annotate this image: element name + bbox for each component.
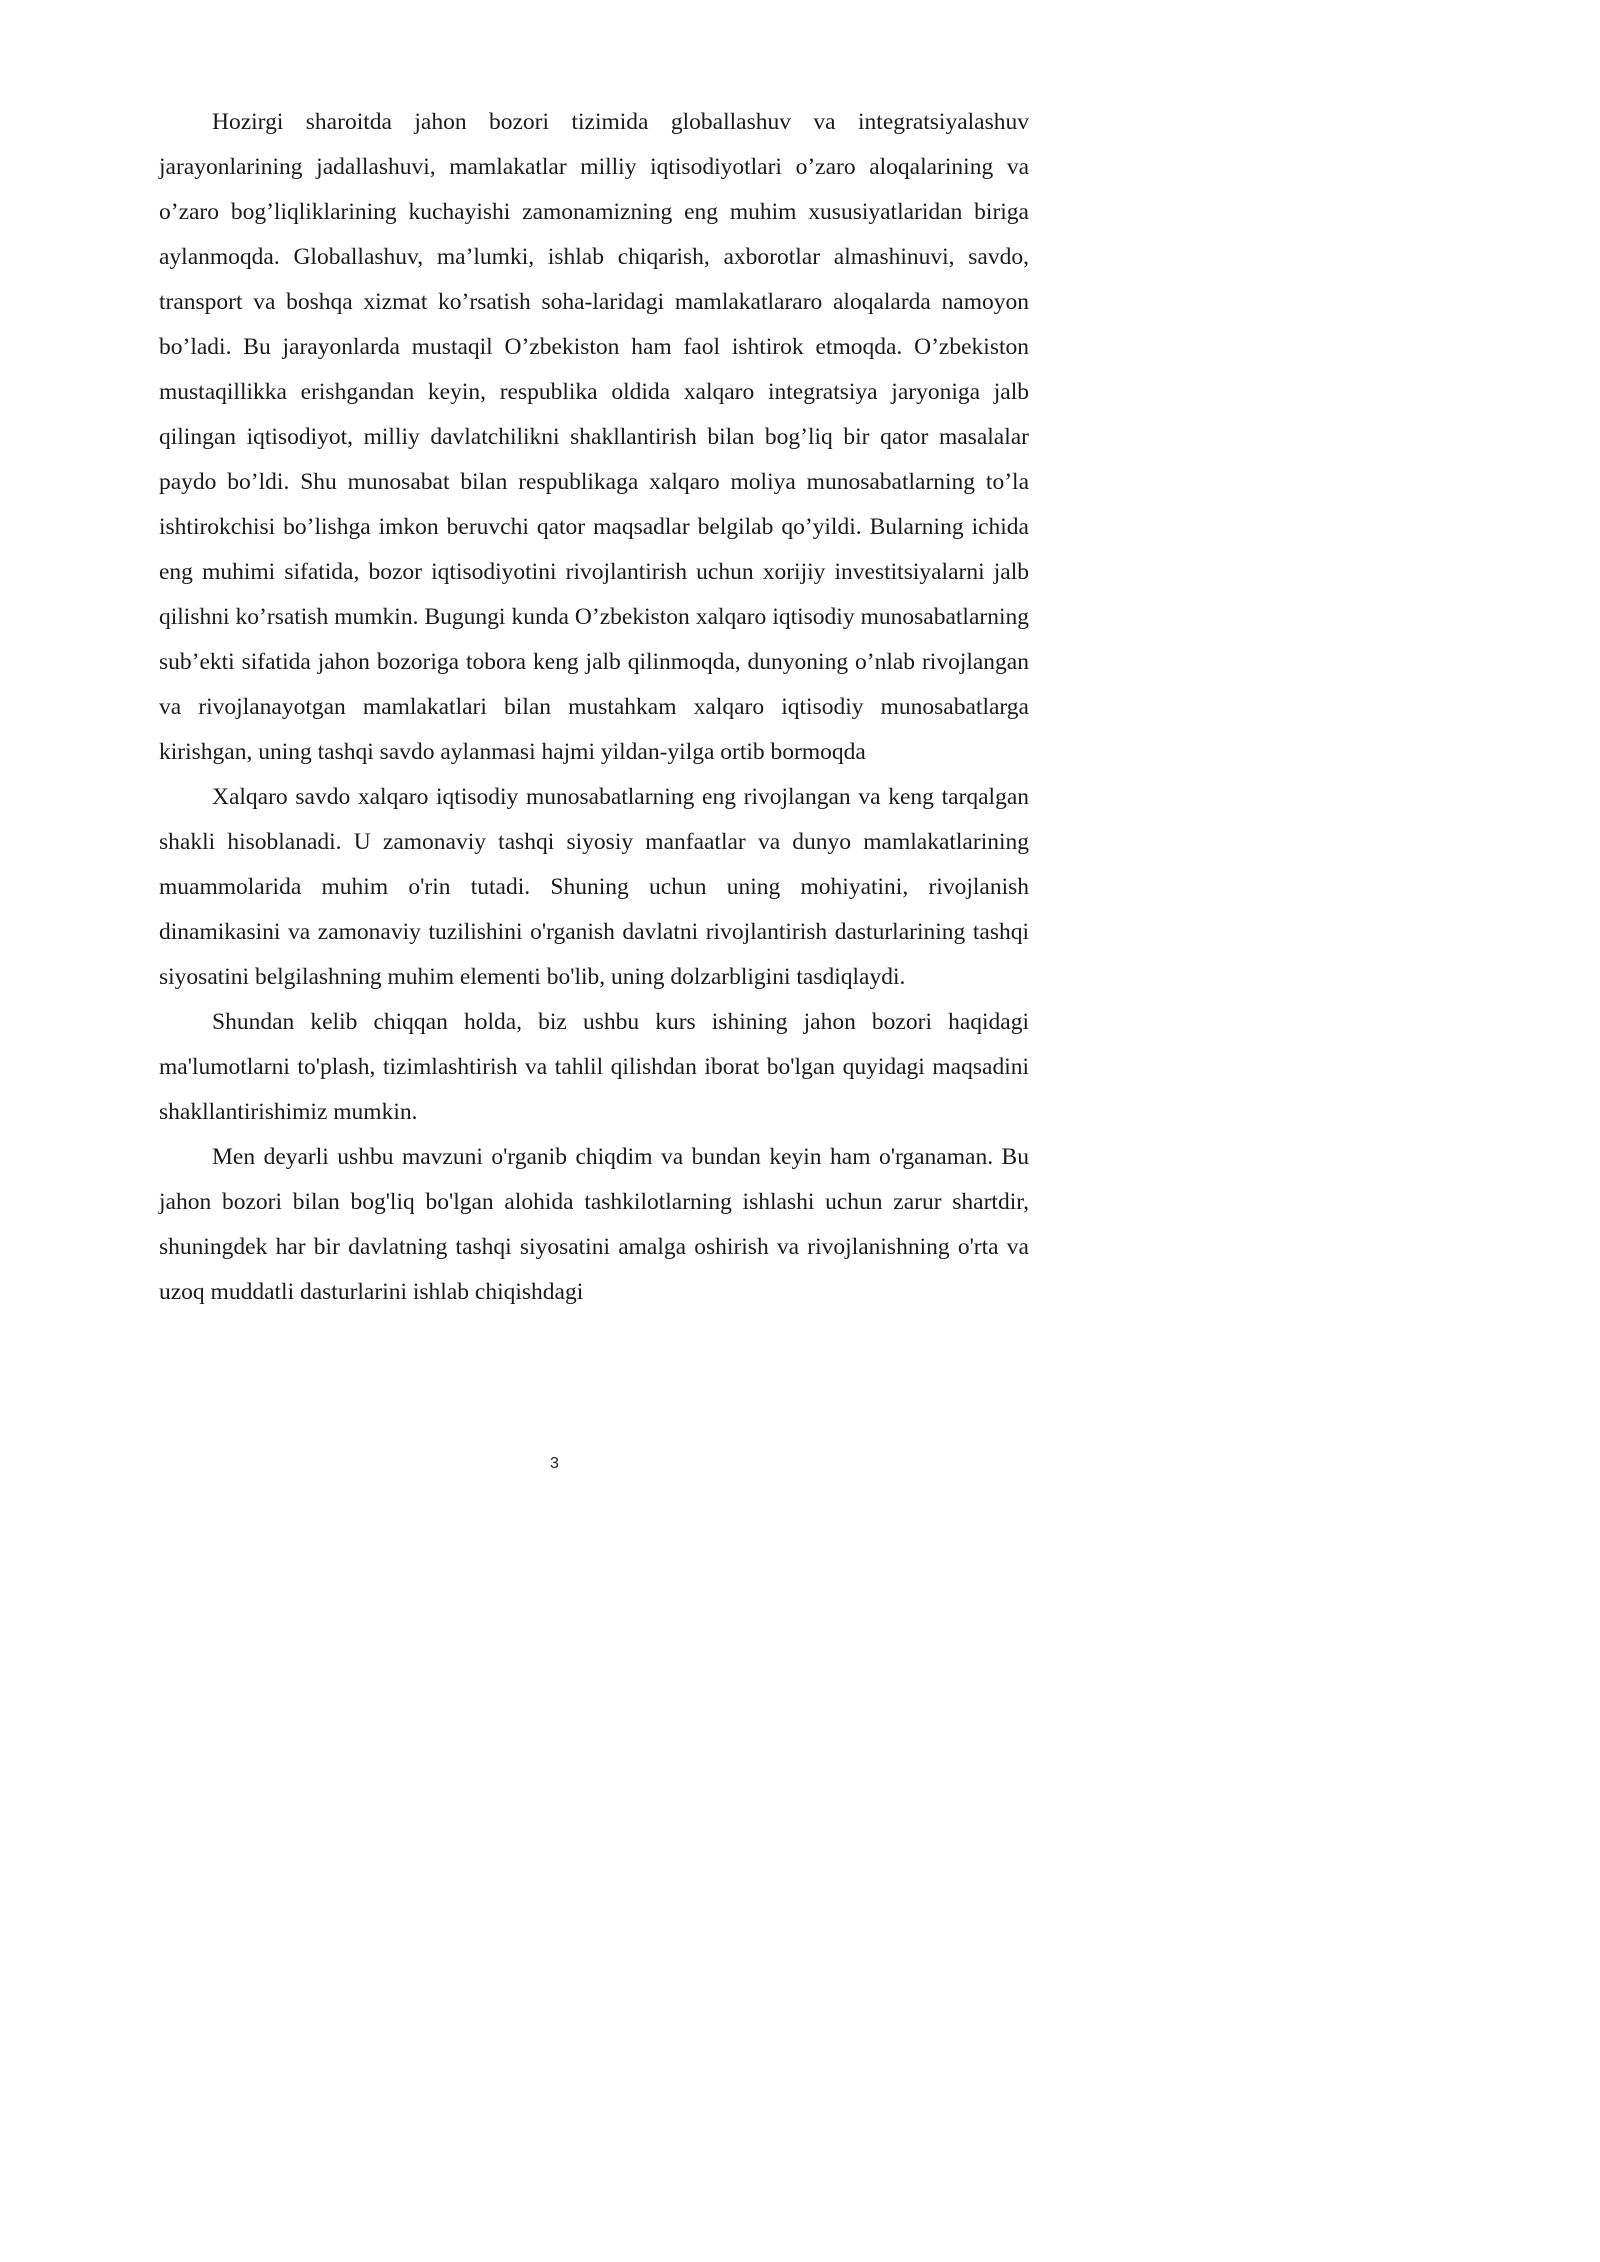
paragraph: Hozirgi sharoitda jahon bozori tizimida globallashuv va integratsiyalashuv jarayonlarining jadallashuvi, mamlakatlar milliy iqtisodiyotlari o’zaro aloqalarining va o’zaro bog’liqliklarining kuchayishi zamonamizning eng muhim xususiyatlaridan biriga aylanmoqda. Globallashuv, ma’lumki, ishlab chiqarish, axborotlar almashinuvi, savdo, transport va boshqa xizmat ko’rsatish soha-laridagi mamlakatlararo aloqalarda namoyon bo’ladi. Bu jarayonlarda mustaqil O’zbekiston ham faol ishtirok etmoqda. O’zbekiston mustaqillikka erishgandan keyin, respublika oldida xalqaro integratsiya jaryoniga jalb qilingan iqtisodiyot, milliy davlatchilikni shakllantirish bilan bog’liq bir qator masalalar paydo bo’ldi. Shu munosabat bilan respublikaga xalqaro moliya munosabatlarning to’la ishtirokchisi bo’lishga imkon beruvchi qator maqsadlar belgilab qo’yildi. Bularning ichida eng muhimi sifatida, bozor iqtisodiyotini rivojlantirish uchun xorijiy investitsiyalarni jalb qilishni ko’rsatish mumkin. Bugungi kunda O’zbekiston xalqaro iqtisodiy munosabatlarning sub’ekti sifatida jahon bozoriga tobora keng jalb qilinmoqda, dunyoning o’nlab rivojlangan va rivojlanayotgan mamlakatlari bilan mustahkam xalqaro iqtisodiy munosabatlarga kirishgan, uning tashqi savdo aylanmasi hajmi yildan-yilga ortib bormoqda xyxy=(159,109,1029,765)
paragraph: Men deyarli ushbu mavzuni o'rganib chiqdim va bundan keyin ham o'rganaman. Bu jahon bozori bilan bog'liq bo'lgan alohida tashkilotlarning ishlashi uchun zarur shartdir, shuningdek har bir davlatning tashqi siyosatini amalga oshirish va rivojlanishning o'rta va uzoq muddatli dasturlarini ishlab chiqishdagi xyxy=(159,1144,1029,1305)
document-page xyxy=(0,0,1109,1567)
paragraph: Xalqaro savdo xalqaro iqtisodiy munosabatlarning eng rivojlangan va keng tarqalgan shakli hisoblanadi. U zamonaviy tashqi siyosiy manfaatlar va dunyo mamlakatlarining muammolarida muhim o'rin tutadi. Shuning uchun uning mohiyatini, rivojlanish dinamikasini va zamonaviy tuzilishini o'rganish davlatni rivojlantirish dasturlarining tashqi siyosatini belgilashning muhim elementi bo'lib, uning dolzarbligini tasdiqlaydi. xyxy=(159,784,1029,990)
page-number: 3 xyxy=(550,1455,559,1472)
paragraph: Shundan kelib chiqqan holda, biz ushbu kurs ishining jahon bozori haqidagi ma'lumotlarni to'plash, tizimlashtirish va tahlil qilishdan iborat bo'lgan quyidagi maqsadini shakllantirishimiz mumkin. xyxy=(159,1009,1029,1125)
document-body xyxy=(159,100,1029,1315)
